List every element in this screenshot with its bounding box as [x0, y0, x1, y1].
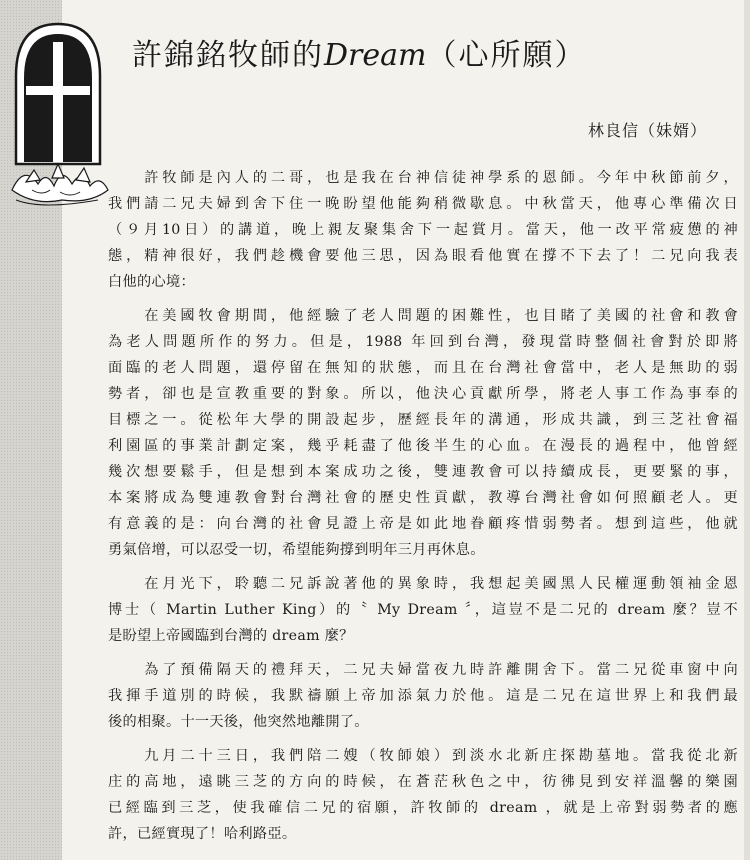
paragraph-line: 態，精神很好，我們趁機會要他三思，因為眼看他實在撐不下去了！二兄向我表	[108, 248, 738, 264]
cross-icon	[53, 42, 63, 162]
article-body	[108, 165, 738, 847]
paragraph-line: 白他的心境：	[108, 274, 195, 290]
paragraph-line: 已經臨到三芝，使我確信二兄的宿願，許牧師的 dream ，就是上帝對弱勢者的應	[108, 800, 738, 816]
paragraph-line: 庄的高地，遠眺三芝的方向的時候，在蒼茫秋色之中，彷彿見到安祥溫馨的樂園	[108, 774, 738, 790]
paragraph-line: 博士（ Martin Luther King）的〝 My Dream 〞，這豈不是二兄的 dream 麼？豈不	[108, 602, 738, 618]
author-byline: 林良信（妹婿）	[588, 121, 708, 140]
paragraph-line: 許，已經實現了！哈利路亞。	[108, 826, 297, 842]
paragraph-line: 後的相聚。十一天後，他突然地離開了。	[108, 714, 369, 730]
paragraph-line: 本案將成為雙連教會對台灣社會的歷史性貢獻，教導台灣社會如何照顧老人。更	[108, 490, 738, 506]
paragraph-line: 是盼望上帝國臨到台灣的 dream 麼？	[108, 628, 354, 644]
paragraph-line: 面臨的老人問題，還停留在無知的狀態，而且在台灣社會當中，老人是無助的弱	[108, 360, 738, 376]
paragraph-line: 我揮手道別的時候，我默禱願上帝加添氣力於他。這是二兄在這世界上和我們最	[108, 688, 738, 704]
paragraph-line: 為了預備隔天的禮拜天，二兄夫婦當夜九時許離開舍下。當二兄從車窗中向	[108, 662, 738, 678]
paragraph-line: 幾次想要鬆手，但是想到本案成功之後，雙連教會可以持續成長，更要緊的事，	[108, 464, 738, 480]
paragraph-line: 九月二十三日，我們陪二嫂（牧師娘）到淡水北新庄探勘墓地。當我從北新	[108, 748, 738, 764]
paragraph-line: 勢者，卻也是宣教重要的對象。所以，他決心貢獻所學，將老人事工作為事奉的	[108, 386, 738, 402]
paragraph-line: 為老人問題所作的努力。但是，1988 年回到台灣，發現當時整個社會對於即將	[108, 334, 738, 350]
church-window-emblem	[2, 14, 114, 210]
paragraph-line: （９月10日）的講道，晚上親友聚集舍下一起賞月。當天，他一改平常疲憊的神	[108, 222, 738, 238]
paragraph-line: 許牧師是內人的二哥，也是我在台神信徒神學系的恩師。今年中秋節前夕，	[108, 170, 738, 186]
page-title: 許錦銘牧師的Dream（心所願）	[132, 38, 587, 73]
paragraph-line: 利園區的事業計劃定案，幾乎耗盡了他後半生的心血。在漫長的過程中，他曾經	[108, 438, 738, 454]
paragraph-line: 目標之一。從松年大學的開設起步，歷經長年的溝通，形成共識，到三芝社會福	[108, 412, 738, 428]
page-edge	[744, 0, 750, 860]
paragraph-line: 有意義的是：向台灣的社會見證上帝是如此地眷顧疼惜弱勢者。想到這些，他就	[108, 516, 738, 532]
paragraph-line: 在美國牧會期間，他經驗了老人問題的困難性，也目睹了美國的社會和教會	[108, 308, 738, 324]
paragraph-line: 在月光下，聆聽二兄訴說著他的異象時，我想起美國黑人民權運動領袖金恩	[108, 576, 738, 592]
paragraph-line: 我們請二兄夫婦到舍下住一晚盼望他能夠稍微歇息。中秋當天，他專心準備次日	[108, 196, 738, 212]
paragraph-line: 勇氣倍增，可以忍受一切，希望能夠撐到明年三月再休息。	[108, 542, 485, 558]
